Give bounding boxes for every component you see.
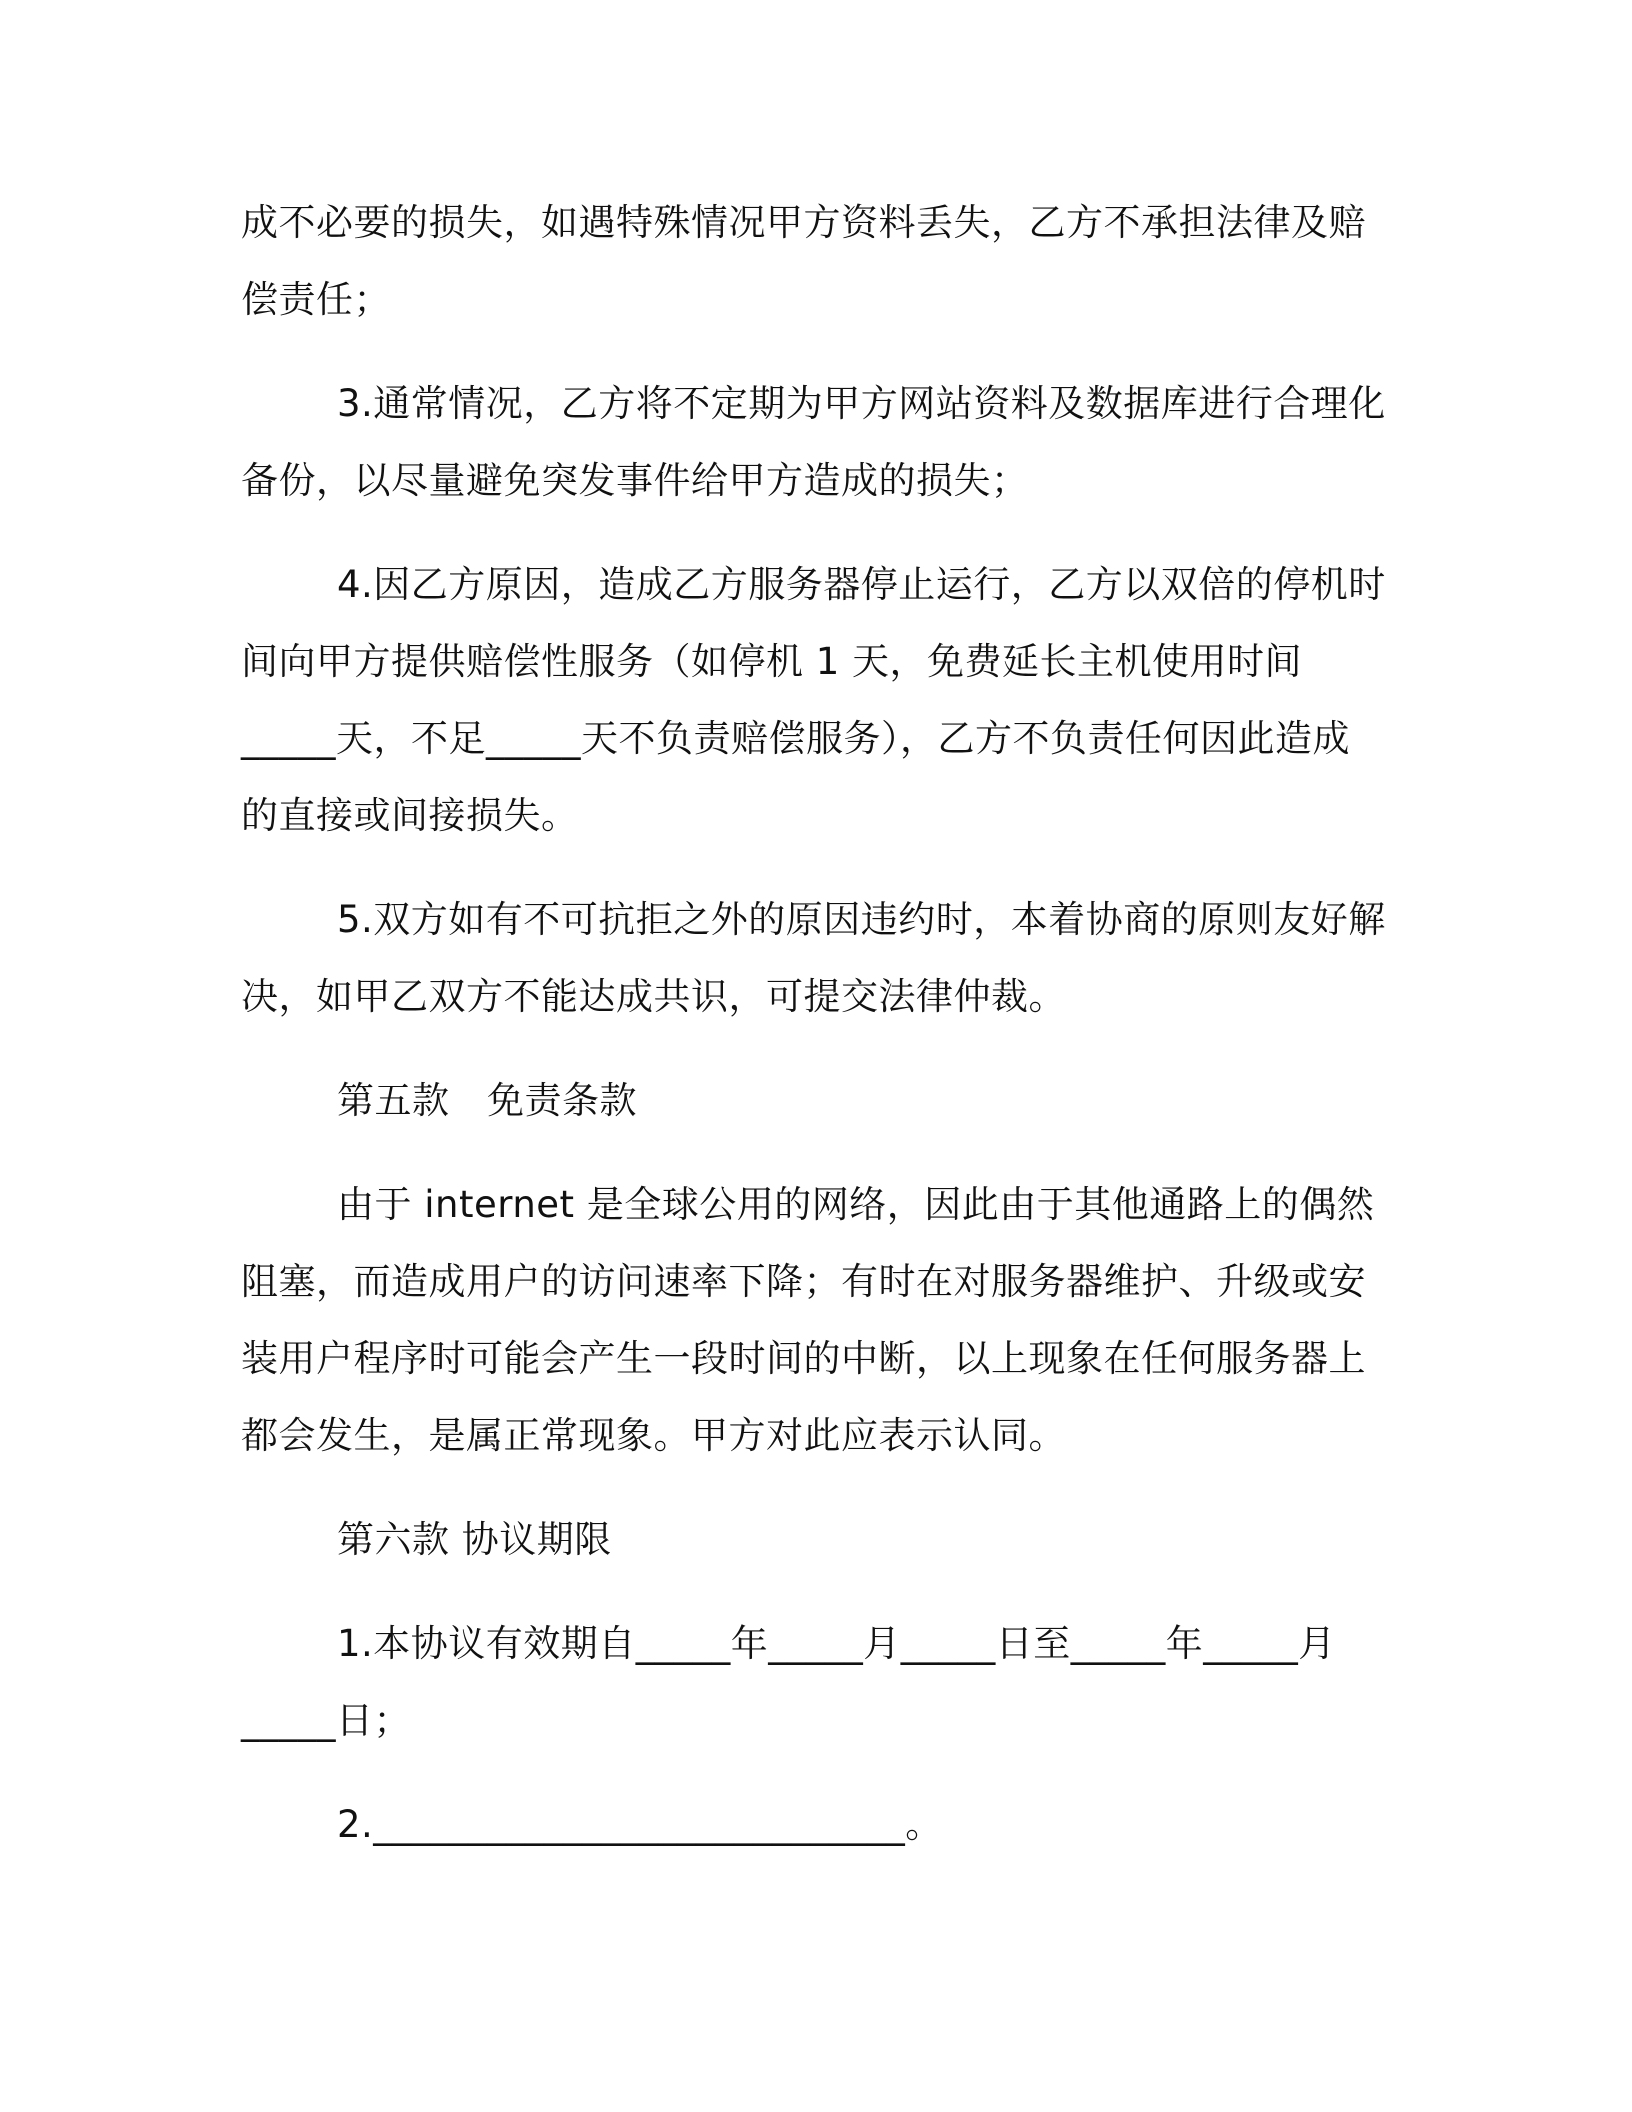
text-line: 由于 internet 是全球公用的网络，因此由于其他通路上的偶然 xyxy=(337,1183,1375,1226)
text-line: 备份，以尽量避免突发事件给甲方造成的损失； xyxy=(241,459,1029,502)
section-heading-5: 第五款 免责条款 xyxy=(337,1079,637,1122)
text-line: _____日； xyxy=(241,1699,411,1742)
text-line: 2.____________________________。 xyxy=(337,1803,943,1846)
text-line: 都会发生，是属正常现象。甲方对此应表示认同。 xyxy=(241,1414,1066,1457)
text-line: 决，如甲乙双方不能达成共识，可提交法律仲裁。 xyxy=(241,975,1066,1018)
text-line: 5.双方如有不可抗拒之外的原因违约时，本着协商的原则友好解 xyxy=(337,898,1386,941)
text-line: 3.通常情况，乙方将不定期为甲方网站资料及数据库进行合理化 xyxy=(337,382,1386,425)
paragraph-clause-3 xyxy=(241,365,1386,519)
text-line: 1.本协议有效期自_____年_____月_____日至_____年_____月 xyxy=(337,1622,1336,1665)
text-line: _____天，不足_____天不负责赔偿服务），乙方不负责任何因此造成 xyxy=(241,717,1350,760)
document-body xyxy=(241,184,1386,1890)
text-line: 成不必要的损失，如遇特殊情况甲方资料丢失，乙方不承担法律及赔 xyxy=(241,201,1366,244)
paragraph-clause-4 xyxy=(241,546,1386,854)
text-line: 阻塞，而造成用户的访问速率下降；有时在对服务器维护、升级或安 xyxy=(241,1260,1366,1303)
section-heading-6: 第六款 协议期限 xyxy=(337,1518,612,1561)
paragraph-clause-5 xyxy=(241,881,1386,1035)
paragraph-term-1 xyxy=(241,1605,1386,1759)
text-line: 的直接或间接损失。 xyxy=(241,794,579,837)
paragraph-term-2 xyxy=(241,1786,1386,1863)
paragraph-disclaimer xyxy=(241,1166,1386,1474)
text-line: 偿责任； xyxy=(241,278,391,321)
text-line: 装用户程序时可能会产生一段时间的中断，以上现象在任何服务器上 xyxy=(241,1337,1366,1380)
text-line: 间向甲方提供赔偿性服务（如停机 1 天，免费延长主机使用时间 xyxy=(241,640,1303,683)
text-line: 4.因乙方原因，造成乙方服务器停止运行，乙方以双倍的停机时 xyxy=(337,563,1386,606)
paragraph-liability-continued xyxy=(241,184,1386,338)
